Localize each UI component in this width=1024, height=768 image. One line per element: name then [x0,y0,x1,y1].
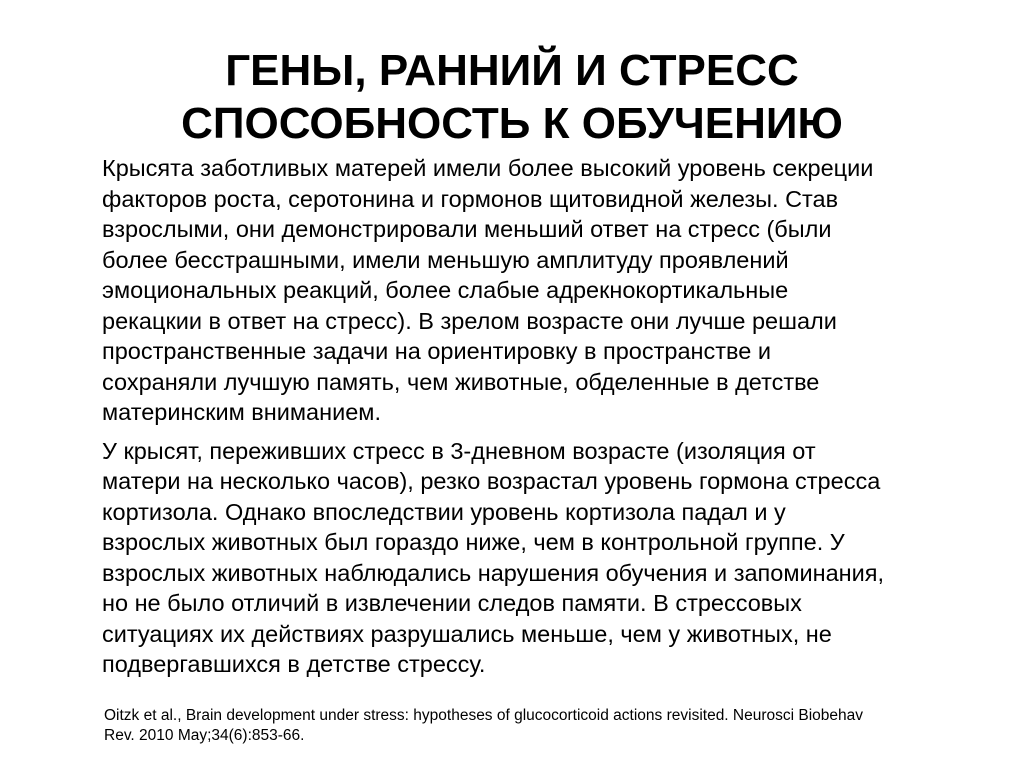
slide-title-line-2: СПОСОБНОСТЬ К ОБУЧЕНИЮ [181,99,843,148]
slide-title [60,44,964,150]
reference-citation: Oitzk et al., Brain development under stress: hypotheses of glucocorticoid actions revisited. Neurosci Biobehav Rev. 2010 May;34(6):853-66. [104,707,864,744]
body-paragraph-1: Крысята заботливых матерей имели более высокий уровень секреции факторов роста, серотонина и гормонов щитовидной железы. Став взрослыми, они демонстрировали меньший ответ на стресс (были более бесстрашными, имели меньшую амплитуду проявлений эмоциональных реакций, более слабые адрекнокортикальные рекацкии в ответ на стресс). В зрелом возрасте они лучше решали пространственные задачи на ориентировку в пространстве и сохраняли лучшую память, чем животные, обделенные в детстве материнским вниманием. [102,155,874,425]
body-paragraph-2: У крысят, переживших стресс в 3-дневном возрасте (изоляция от матери на несколько часов), резко возрастал уровень гормона стресса кортизола. Однако впоследствии уровень кортизола падал и у взрослых животных был гораздо ниже, чем в контрольной группе. У взрослых животных наблюдались нарушения обучения и запоминания, но не было отличий в извлечении следов памяти. В стрессовых ситуациях их действиях разрушались меньше, чем у животных, не подвергавшихся в детстве стрессу. [102,437,885,677]
slide-title-line-1: ГЕНЫ, РАННИЙ И СТРЕСС [225,46,799,95]
slide-body [102,153,972,680]
